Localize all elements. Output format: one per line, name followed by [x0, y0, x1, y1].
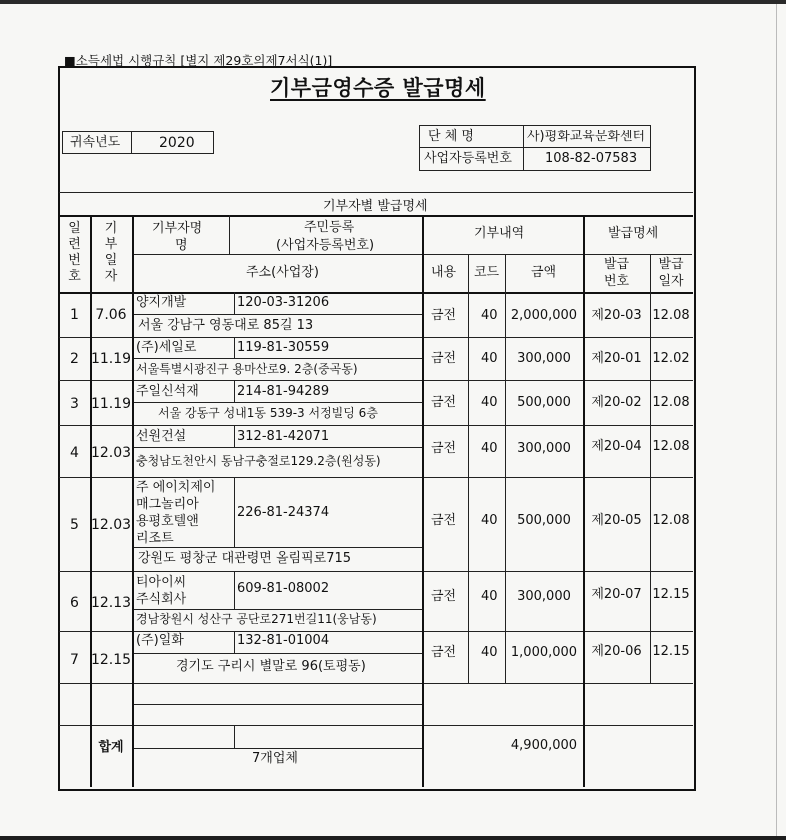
- content-header: 내용: [431, 265, 457, 280]
- donation-header: 기부내역: [474, 226, 525, 241]
- issue-no-header: 발급 번호: [603, 257, 630, 289]
- row-amount: 300,000: [517, 441, 571, 456]
- row-code: 40: [481, 351, 498, 366]
- org-name-label: 단 체 명: [428, 129, 474, 144]
- row-donor-name: (주)일화: [136, 633, 184, 648]
- divider: [523, 125, 524, 171]
- row-code: 40: [481, 589, 498, 604]
- row-address: 경남창원시 성산구 공단로271번길11(웅남동): [136, 612, 377, 626]
- issue-date-header: 발급 일자: [658, 257, 684, 289]
- row-issue-date: 12.15: [652, 587, 690, 602]
- row-content: 금전: [431, 645, 457, 660]
- row-code: 40: [481, 395, 498, 410]
- row-serial: 6: [70, 595, 79, 611]
- row-issue-date: 12.02: [652, 351, 690, 366]
- row-date: 12.03: [90, 517, 132, 533]
- row-issue-no: 제20-07: [591, 587, 642, 602]
- code-header: 코드: [474, 265, 500, 280]
- section-title: 기부자별 발급명세: [323, 199, 428, 214]
- row-amount: 300,000: [517, 589, 571, 604]
- row-serial: 7: [70, 652, 79, 668]
- form-reference: ■소득세법 시행규칙 [별지 제29호의제7서식(1)]: [64, 53, 333, 68]
- row-issue-no: 제20-05: [591, 513, 642, 528]
- org-reg-label: 사업자등록번호: [424, 151, 512, 166]
- row-content: 금전: [431, 589, 457, 604]
- row-code: 40: [481, 441, 498, 456]
- row-issue-date: 12.08: [652, 308, 690, 323]
- total-label: 합계: [98, 740, 124, 755]
- row-content: 금전: [431, 308, 457, 323]
- row-amount: 500,000: [517, 395, 571, 410]
- amount-header: 금액: [531, 265, 557, 280]
- row-address: 강원도 평창군 대관령면 올림픽로715: [138, 551, 352, 566]
- row-date: 12.13: [90, 595, 132, 611]
- total-count: 7개업체: [252, 751, 298, 766]
- row-issue-no: 제20-03: [591, 308, 642, 323]
- row-issue-date: 12.08: [652, 395, 690, 410]
- address-header: 주소(사업장): [246, 265, 319, 280]
- row-date: 11.19: [90, 351, 132, 367]
- org-name-value: 사)평화교육문화센터: [527, 130, 646, 143]
- row-amount: 2,000,000: [510, 308, 578, 323]
- row-donor-name: (주)세일로: [136, 340, 197, 355]
- row-donor-name: 주 에이치제이 매그놀리아 용평호텔앤 리조트: [136, 480, 216, 546]
- row-code: 40: [481, 645, 498, 660]
- row-address: 충청남도천안시 동남구충절로129.2층(원성동): [136, 454, 381, 468]
- row-donor-name: 선원건설: [136, 429, 187, 444]
- scan-edge-top: [0, 0, 786, 4]
- total-amount: 4,900,000: [510, 738, 578, 753]
- row-code: 40: [481, 308, 498, 323]
- row-serial: 3: [70, 396, 79, 412]
- document-title: 기부금영수증 발급명세: [270, 76, 486, 100]
- row-reg-no: 312-81-42071: [237, 429, 330, 444]
- row-issue-no: 제20-06: [591, 644, 642, 659]
- row-donor-name: 티아이씨 주식회사: [136, 575, 187, 607]
- row-amount: 300,000: [517, 351, 571, 366]
- row-serial: 4: [70, 445, 79, 461]
- row-serial: 5: [70, 517, 79, 533]
- row-content: 금전: [431, 441, 457, 456]
- row-issue-no: 제20-01: [591, 351, 642, 366]
- row-date: 12.03: [90, 445, 132, 461]
- row-donor-name: 주일신석재: [136, 384, 199, 399]
- row-content: 금전: [431, 513, 457, 528]
- row-content: 금전: [431, 351, 457, 366]
- divider: [59, 192, 693, 193]
- year-label: 귀속년도: [70, 135, 121, 150]
- row-date: 7.06: [95, 307, 127, 323]
- row-issue-no: 제20-02: [591, 395, 642, 410]
- resident-no-header: 주민등록: [304, 220, 355, 235]
- org-reg-value: 108-82-07583: [545, 151, 638, 166]
- row-address: 서울 강남구 영동대로 85길 13: [138, 318, 314, 333]
- divider: [131, 131, 132, 154]
- scan-edge-right: [776, 4, 777, 836]
- row-address: 서울 강동구 성내1동 539-3 서정빌딩 6층: [158, 406, 378, 420]
- row-serial: 1: [70, 307, 79, 323]
- donor-name-header: 기부자명: [152, 221, 203, 236]
- row-address: 경기도 구리시 별말로 96(토평동): [176, 659, 366, 674]
- row-reg-no: 132-81-01004: [237, 633, 330, 648]
- row-serial: 2: [70, 351, 79, 367]
- row-amount: 1,000,000: [510, 645, 578, 660]
- row-date: 11.19: [90, 396, 132, 412]
- serial-header: 일 련 번 호: [68, 221, 81, 284]
- resident-no-header-2: (사업자등록번호): [276, 238, 375, 253]
- year-value: 2020: [159, 135, 195, 151]
- row-issue-no: 제20-04: [591, 439, 642, 454]
- row-reg-no: 214-81-94289: [237, 384, 330, 399]
- row-donor-name: 양지개발: [136, 295, 187, 310]
- row-content: 금전: [431, 395, 457, 410]
- row-issue-date: 12.08: [652, 439, 690, 454]
- row-date: 12.15: [90, 652, 132, 668]
- row-address: 서울특별시광진구 용마산로9. 2층(중곡동): [136, 362, 358, 376]
- divider: [419, 147, 651, 148]
- date-header: 기 부 일 자: [104, 221, 118, 284]
- row-reg-no: 226-81-24374: [237, 505, 330, 520]
- row-reg-no: 120-03-31206: [237, 295, 330, 310]
- row-issue-date: 12.08: [652, 513, 690, 528]
- row-issue-date: 12.15: [652, 644, 690, 659]
- scan-edge-bottom: [0, 836, 786, 840]
- row-reg-no: 119-81-30559: [237, 340, 330, 355]
- donor-name-header-2: 명: [175, 238, 188, 253]
- row-code: 40: [481, 513, 498, 528]
- row-amount: 500,000: [517, 513, 571, 528]
- row-reg-no: 609-81-08002: [237, 581, 330, 596]
- issue-header: 발급명세: [608, 226, 659, 241]
